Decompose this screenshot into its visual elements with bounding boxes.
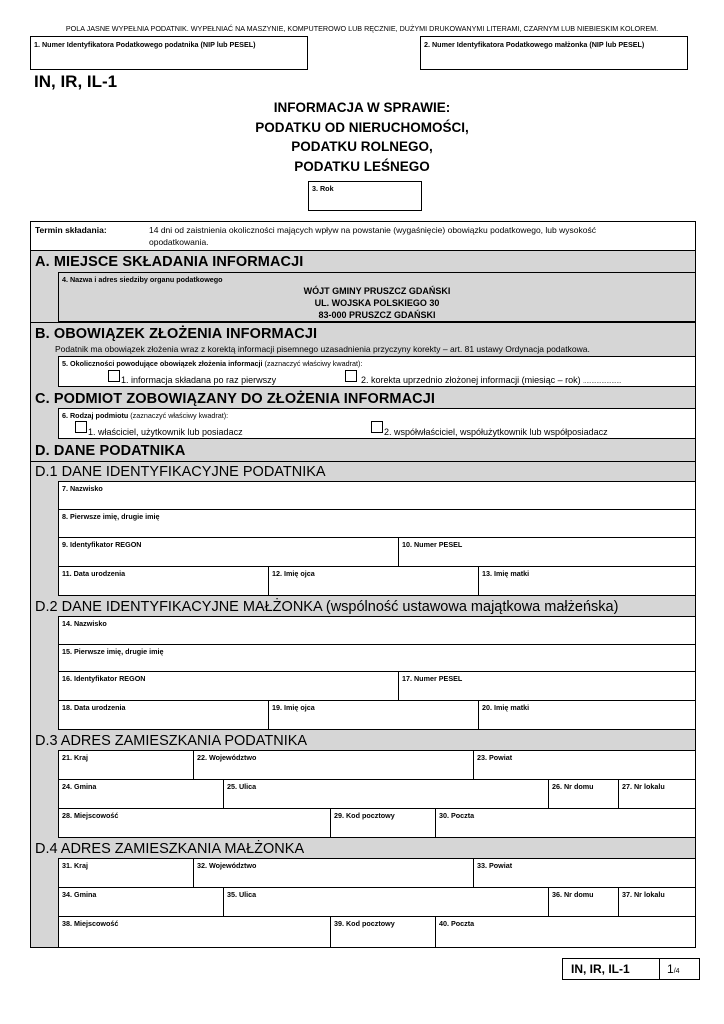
field-5-okolicznosci (58, 356, 696, 387)
field-6-rodzaj-podmiotu (58, 408, 696, 439)
field-5-hint: (zaznaczyć właściwy kwadrat): (264, 359, 363, 368)
section-b-title: B. OBOWIĄZEK ZŁOŻENIA INFORMACJI (35, 326, 318, 342)
field-21-label: 21. Kraj (62, 753, 88, 762)
field-10-pesel[interactable] (398, 537, 696, 567)
termin-text-1: 14 dni od zaistnienia okoliczności mających wpływ na powstanie (wygaśnięcie) obowiązku podatkowego, lub wysokość (149, 225, 596, 235)
field-21-kraj[interactable] (58, 750, 194, 780)
field-19-imie-ojca[interactable] (268, 700, 479, 730)
field-24-label: 24. Gmina (62, 782, 97, 791)
field-36-label: 36. Nr domu (552, 890, 594, 899)
field-9-label: 9. Identyfikator REGON (62, 540, 142, 549)
field-40-label: 40. Poczta (439, 919, 475, 928)
field-12-label: 12. Imię ojca (272, 569, 315, 578)
address-line-3: 83-000 PRUSZCZ GDAŃSKI (318, 310, 436, 320)
footer-box (562, 958, 700, 980)
field-8-imiona[interactable] (58, 509, 696, 538)
field-6-hint: (zaznaczyć właściwy kwadrat): (130, 411, 229, 420)
termin-row (30, 221, 696, 251)
termin-text-2: opodatkowania. (149, 237, 209, 247)
option-6-1-label: 1. właściciel, użytkownik lub posiadacz (88, 427, 243, 437)
field-29-kod-pocztowy[interactable] (330, 808, 436, 838)
divider-d (30, 461, 696, 462)
field-2-nip-malzonka[interactable] (420, 36, 688, 70)
field-6-label-text: 6. Rodzaj podmiotu (62, 411, 129, 420)
footer-page: 1 (667, 962, 674, 976)
field-11-label: 11. Data urodzenia (62, 569, 126, 578)
footer-total: /4 (673, 968, 680, 975)
section-b-note: Podatnik ma obowiązek złożenia wraz z korektą informacji pisemnego uzasadnienia przyczyny korekty – art. 81 ustawy Ordynacja podatkowa. (55, 344, 590, 354)
organ-address (59, 285, 695, 321)
footer-divider (659, 959, 660, 979)
field-32-wojewodztwo[interactable] (193, 858, 474, 888)
field-12-imie-ojca[interactable] (268, 566, 479, 596)
divider-b (30, 322, 696, 323)
field-24-gmina[interactable] (58, 779, 224, 809)
field-32-label: 32. Województwo (197, 861, 257, 870)
field-33-label: 33. Powiat (477, 861, 513, 870)
field-31-label: 31. Kraj (62, 861, 88, 870)
field-14-nazwisko[interactable] (58, 616, 696, 645)
field-3-label: 3. Rok (312, 184, 334, 193)
field-15-imiona[interactable] (58, 644, 696, 672)
field-37-label: 37. Nr lokalu (622, 890, 665, 899)
field-16-regon[interactable] (58, 671, 399, 701)
field-22-wojewodztwo[interactable] (193, 750, 474, 780)
footer-form-code: IN, IR, IL-1 (571, 962, 630, 976)
field-6-label (62, 411, 228, 420)
field-25-label: 25. Ulica (227, 782, 257, 791)
field-13-imie-matki[interactable] (478, 566, 696, 596)
form-code: IN, IR, IL-1 (34, 72, 118, 91)
field-2-label: 2. Numer Identyfikatora Podatkowego małżonka (NIP lub PESEL) (424, 40, 645, 49)
field-17-label: 17. Numer PESEL (402, 674, 463, 683)
field-7-nazwisko[interactable] (58, 481, 696, 510)
option-6-2-label: 2. współwłaściciel, współużytkownik lub współposiadacz (384, 427, 608, 437)
instruction-text: POLA JASNE WYPEŁNIA PODATNIK. WYPEŁNIAĆ NA MASZYNIE, KOMPUTEROWO LUB RĘCZNIE, DUŻYMI DRUKOWANYMI LITERAMI, CZARNYM LUB NIEBIESKIM KOLOREM. (65, 24, 659, 33)
field-38-miejscowosc[interactable] (58, 916, 331, 948)
field-9-regon[interactable] (58, 537, 399, 567)
field-31-kraj[interactable] (58, 858, 194, 888)
field-23-label: 23. Powiat (477, 753, 513, 762)
title-line-2: PODATKU OD NIERUCHOMOŚCI, (255, 119, 469, 135)
section-a-title: A. MIEJSCE SKŁADANIA INFORMACJI (35, 254, 304, 270)
field-33-powiat[interactable] (473, 858, 696, 888)
field-19-label: 19. Imię ojca (272, 703, 315, 712)
field-25-ulica[interactable] (223, 779, 549, 809)
address-line-1: WÓJT GMINY PRUSZCZ GDAŃSKI (303, 286, 451, 296)
field-5-label (62, 359, 362, 368)
field-35-label: 35. Ulica (227, 890, 257, 899)
field-26-nr-domu[interactable] (548, 779, 619, 809)
field-29-label: 29. Kod pocztowy (334, 811, 395, 820)
section-c-title: C. PODMIOT ZOBOWIĄZANY DO ZŁOŻENIA INFORMACJI (35, 391, 436, 407)
field-30-label: 30. Poczta (439, 811, 475, 820)
field-8-label: 8. Pierwsze imię, drugie imię (62, 512, 160, 521)
checkbox-6-2[interactable] (371, 421, 383, 433)
footer-page-number (667, 962, 680, 976)
field-40-poczta[interactable] (435, 916, 696, 948)
field-39-kod-pocztowy[interactable] (330, 916, 436, 948)
field-1-nip-podatnika[interactable] (30, 36, 308, 70)
field-27-nr-lokalu[interactable] (618, 779, 696, 809)
field-10-label: 10. Numer PESEL (402, 540, 463, 549)
section-d-title: D. DANE PODATNIKA (35, 443, 186, 459)
field-26-label: 26. Nr domu (552, 782, 594, 791)
field-28-miejscowosc[interactable] (58, 808, 331, 838)
field-20-label: 20. Imię matki (482, 703, 530, 712)
field-37-nr-lokalu[interactable] (618, 887, 696, 917)
option-5-2-label (361, 375, 621, 385)
checkbox-5-2[interactable] (345, 370, 357, 382)
field-20-imie-matki[interactable] (478, 700, 696, 730)
field-4-organ (58, 272, 696, 322)
field-34-label: 34. Gmina (62, 890, 97, 899)
title-line-3: PODATKU ROLNEGO, (291, 139, 433, 154)
field-18-data-urodzenia[interactable] (58, 700, 269, 730)
field-11-data-urodzenia[interactable] (58, 566, 269, 596)
option-5-2-text: 2. korekta uprzednio złożonej informacji (miesiąc – rok) (361, 375, 581, 385)
checkbox-5-1[interactable] (108, 370, 120, 382)
field-15-label: 15. Pierwsze imię, drugie imię (62, 647, 164, 656)
field-14-label: 14. Nazwisko (62, 619, 107, 628)
title-line-4: PODATKU LEŚNEGO (294, 158, 430, 174)
option-5-1-label: 1. informacja składana po raz pierwszy (121, 375, 277, 385)
field-28-label: 28. Miejscowość (62, 811, 119, 820)
field-30-poczta[interactable] (435, 808, 696, 838)
field-3-rok[interactable] (308, 181, 422, 211)
form-title (200, 98, 524, 176)
field-1-label: 1. Numer Identyfikatora Podatkowego podatnika (NIP lub PESEL) (34, 40, 256, 49)
section-d2-title: D.2 DANE IDENTYFIKACYJNE MAŁŻONKA (wspólność ustawowa majątkowa małżeńska) (35, 599, 619, 615)
field-7-label: 7. Nazwisko (62, 484, 103, 493)
field-34-gmina[interactable] (58, 887, 224, 917)
field-4-label: 4. Nazwa i adres siedziby organu podatkowego (62, 275, 223, 284)
field-39-label: 39. Kod pocztowy (334, 919, 395, 928)
section-d4-title: D.4 ADRES ZAMIESZKANIA MAŁŻONKA (35, 841, 305, 857)
field-17-pesel[interactable] (398, 671, 696, 701)
address-line-2: UL. WOJSKA POLSKIEGO 30 (314, 298, 440, 308)
field-18-label: 18. Data urodzenia (62, 703, 126, 712)
field-23-powiat[interactable] (473, 750, 696, 780)
field-38-label: 38. Miejscowość (62, 919, 119, 928)
termin-label: Termin składania: (35, 225, 107, 235)
field-27-label: 27. Nr lokalu (622, 782, 665, 791)
section-d3-title: D.3 ADRES ZAMIESZKANIA PODATNIKA (35, 733, 308, 749)
field-5-label-text: 5. Okoliczności powodujące obowiązek złożenia informacji (62, 359, 263, 368)
option-5-2-dots: ....................... (583, 379, 622, 385)
field-22-label: 22. Województwo (197, 753, 257, 762)
field-16-label: 16. Identyfikator REGON (62, 674, 146, 683)
field-13-label: 13. Imię matki (482, 569, 530, 578)
title-line-1: INFORMACJA W SPRAWIE: (273, 100, 451, 115)
field-36-nr-domu[interactable] (548, 887, 619, 917)
checkbox-6-1[interactable] (75, 421, 87, 433)
section-d1-title: D.1 DANE IDENTYFIKACYJNE PODATNIKA (35, 464, 326, 480)
field-35-ulica[interactable] (223, 887, 549, 917)
